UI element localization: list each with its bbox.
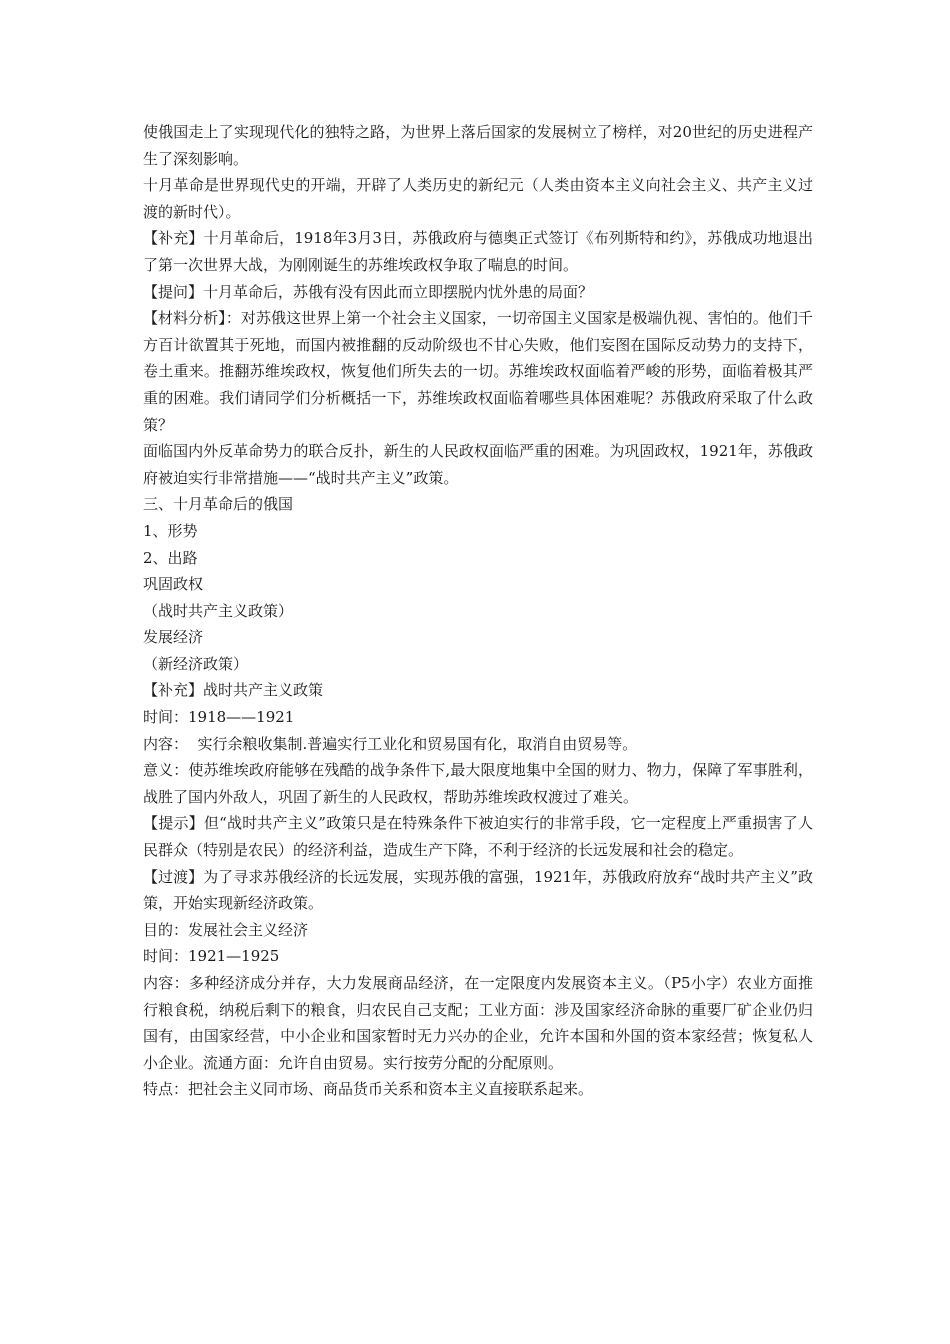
paragraph-october-revolution-significance: 十月革命是世界现代史的开端，开辟了人类历史的新纪元（人类由资本主义向社会主义、共产主义过渡的新时代）。 bbox=[143, 176, 813, 221]
list-item-situation: 1、形势 bbox=[143, 521, 198, 540]
line-new-economic-policy: （新经济政策） bbox=[143, 654, 249, 673]
line-war-communism-content: 内容： 实行余粮收集制.普遍实行工业化和贸易国有化，取消自由贸易等。 bbox=[143, 734, 638, 753]
list-item-solution: 2、出路 bbox=[143, 548, 198, 567]
paragraph-war-communism-intro: 面临国内外反革命势力的联合反扑，新生的人民政权面临严重的困难。为巩固政权，1921年，苏俄政府被迫实行非常措施——“战时共产主义”政策。 bbox=[143, 442, 813, 487]
paragraph-intro-continuation: 使俄国走上了实现现代化的独特之路，为世界上落后国家的发展树立了榜样，对20世纪的历史进程产生了深刻影响。 bbox=[143, 123, 813, 168]
paragraph-question: 【提问】十月革命后，苏俄有没有因此而立即摆脱内忧外患的局面？ bbox=[143, 282, 594, 301]
line-war-communism-time: 时间：1918——1921 bbox=[143, 708, 295, 727]
document-body bbox=[143, 119, 813, 1103]
paragraph-hint: 【提示】但“战时共产主义”政策只是在特殊条件下被迫实行的非常手段，它一定程度上严重损害了人民群众（特别是农民）的经济利益，造成生产下降，不利于经济的长远发展和社会的稳定。 bbox=[143, 814, 813, 860]
section-heading-post-revolution-russia: 三、十月革命后的俄国 bbox=[143, 495, 294, 514]
line-develop-economy: 发展经济 bbox=[143, 628, 204, 647]
paragraph-supplement-brest-treaty: 【补充】十月革命后，1918年3月3日，苏俄政府与德奥正式签订《布列斯特和约》，苏俄成功地退出了第一次世界大战，为刚刚诞生的苏维埃政权争取了喘息的时间。 bbox=[143, 229, 813, 274]
line-nep-features: 特点：把社会主义同市场、商品货币关系和资本主义直接联系起来。 bbox=[143, 1080, 594, 1099]
line-war-communism-policy: （战时共产主义政策） bbox=[143, 601, 294, 620]
paragraph-war-communism-significance: 意义：使苏维埃政府能够在残酷的战争条件下,最大限度地集中全国的财力、物力，保障了军事胜利，战胜了国内外敌人，巩固了新生的人民政权，帮助苏维埃政权渡过了难关。 bbox=[143, 761, 813, 806]
line-consolidate-power: 巩固政权 bbox=[143, 575, 204, 594]
line-nep-purpose: 目的：发展社会主义经济 bbox=[143, 920, 309, 939]
paragraph-nep-content: 内容：多种经济成分并存，大力发展商品经济，在一定限度内发展资本主义。（P5小字）农业方面推行粮食税，纳税后剩下的粮食，归农民自己支配；工业方面：涉及国家经济命脉的重要厂矿企业仍归国有，由国家经营，中小企业和国家暂时无力兴办的企业，允许本国和外国的资本家经营；恢复私人小企业。流通方面：允许自由贸易。实行按劳分配的分配原则。 bbox=[143, 974, 813, 1072]
paragraph-transition: 【过渡】为了寻求苏俄经济的长远发展，实现苏俄的富强，1921年，苏俄政府放弃“战时共产主义”政策，开始实现新经济政策。 bbox=[143, 867, 813, 913]
paragraph-supplement-war-communism: 【补充】战时共产主义政策 bbox=[143, 681, 324, 700]
line-nep-time: 时间：1921—1925 bbox=[143, 947, 280, 966]
paragraph-material-analysis: 【材料分析】：对苏俄这世界上第一个社会主义国家，一切帝国主义国家是极端仇视、害怕的。他们千方百计欲置其于死地，而国内被推翻的反动阶级也不甘心失败，他们妄图在国际反动势力的支持下，卷土重来。推翻苏维埃政权，恢复他们所失去的一切。苏维埃政权面临着严峻的形势，面临着极其严重的困难。我们请同学们分析概括一下，苏维埃政权面临着哪些具体困难呢？苏俄政府采取了什么政策？ bbox=[143, 309, 813, 434]
